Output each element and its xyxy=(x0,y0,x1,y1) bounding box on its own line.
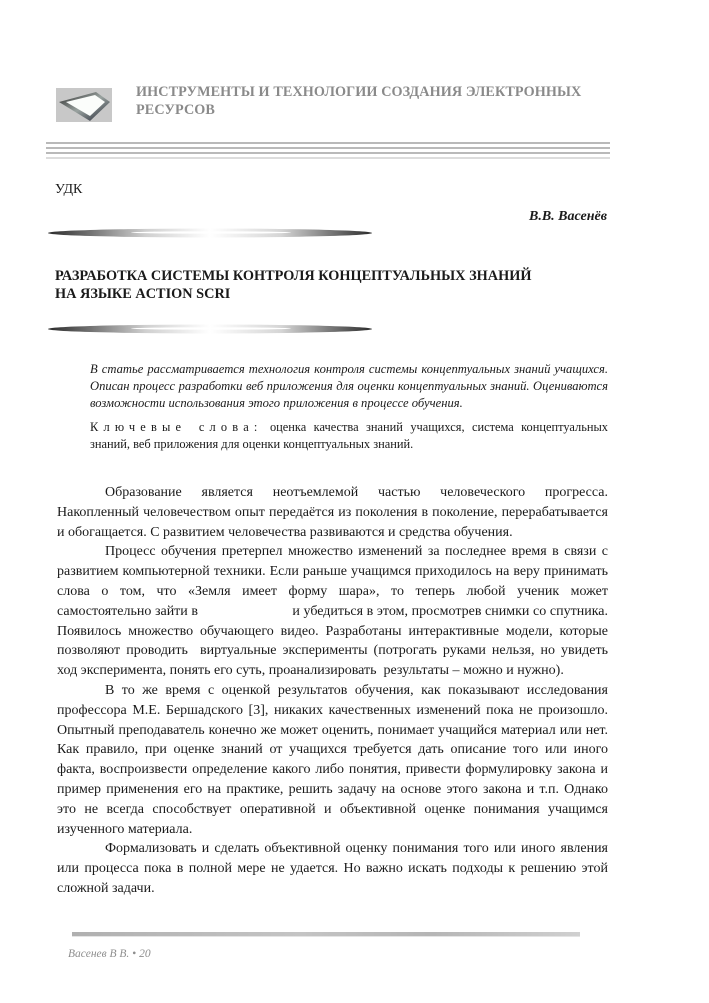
keywords xyxy=(90,419,608,453)
udk-label: УДК xyxy=(55,182,83,197)
decorative-divider-bottom xyxy=(48,323,372,335)
body-paragraph: Процесс обучения претерпел множество изменений за последнее время в связи с развитием компьютерной техники. Если раньше учащимся приходилось на веру принимать слова о том, что «Земля имеет форму шара», то теперь любой ученик может самостоятельно зайти в и убедиться в этом, просмотрев снимки со спутника. Появилось множество обучающего видео. Разработаны интерактивные модели, которые позволяют проводить виртуальные эксперименты (потрогать руками нельзя, но увидеть ход эксперимента, понять его суть, проанализировать результаты – можно и нужно). xyxy=(57,544,612,679)
article-title-line-1: РАЗРАБОТКА СИСТЕМЫ КОНТРОЛЯ КОНЦЕПТУАЛЬНЫХ ЗНАНИЙ xyxy=(55,268,532,284)
running-footer: Васенев В В. • 20 xyxy=(68,948,151,960)
keywords-list: оценка качества знаний учащихся, система концептуальных знаний, веб приложения для оценки концептуальных знаний. xyxy=(90,420,608,451)
article-title xyxy=(55,267,615,303)
journal-section-title: ИНСТРУМЕНТЫ И ТЕХНОЛОГИИ СОЗДАНИЯ ЭЛЕКТРОННЫХ РЕСУРСОВ xyxy=(136,84,582,118)
article-title-line-2: НА ЯЗЫКЕ ACTION SCRI xyxy=(55,286,231,302)
decorative-divider-top xyxy=(48,227,372,239)
beveled-frame-icon xyxy=(56,88,112,122)
body-paragraph: В то же время с оценкой результатов обучения, как показывают исследования профессора М.Е. Бершадского [3], никаких качественных изменений пока не произошло. Опытный преподаватель конечно же может оценить, понимает учащийся материал или нет. Как правило, при оценке знаний от учащихся требуется дать описание того или иного факта, воспроизвести определение какого либо понятия, привести формулировку закона и пример применения его на практике, решить задачу на основе этого закона и т.п. Однако это не всегда способствует оперативной и объективной оценке понимания учащимся изученного материала. xyxy=(57,682,608,837)
author-name: В.В. Васенёв xyxy=(529,209,607,224)
article-body xyxy=(57,483,612,899)
body-paragraph: Образование является неотъемлемой частью человеческого прогресса. Накопленный человечеством опыт передаётся из поколения в поколение, перерабатывается и обогащается. С развитием человечества развиваются и средства обучения. xyxy=(57,485,608,540)
abstract: В статье рассматривается технология контроля системы концептуальных знаний учащихся. Описан процесс разработки веб приложения для оценки концептуальных знаний. Оцениваются возможности использования этого приложения в процессе обучения. xyxy=(90,362,608,410)
footer-divider xyxy=(72,932,580,937)
body-paragraph: Формализовать и сделать объективной оценку понимания того или иного явления или процесса пока в полной мере не удается. Но важно искать подходы к решению этой сложной задачи. xyxy=(57,841,608,896)
keywords-label: Ключевые слова: xyxy=(90,420,263,434)
header-divider xyxy=(46,142,610,162)
